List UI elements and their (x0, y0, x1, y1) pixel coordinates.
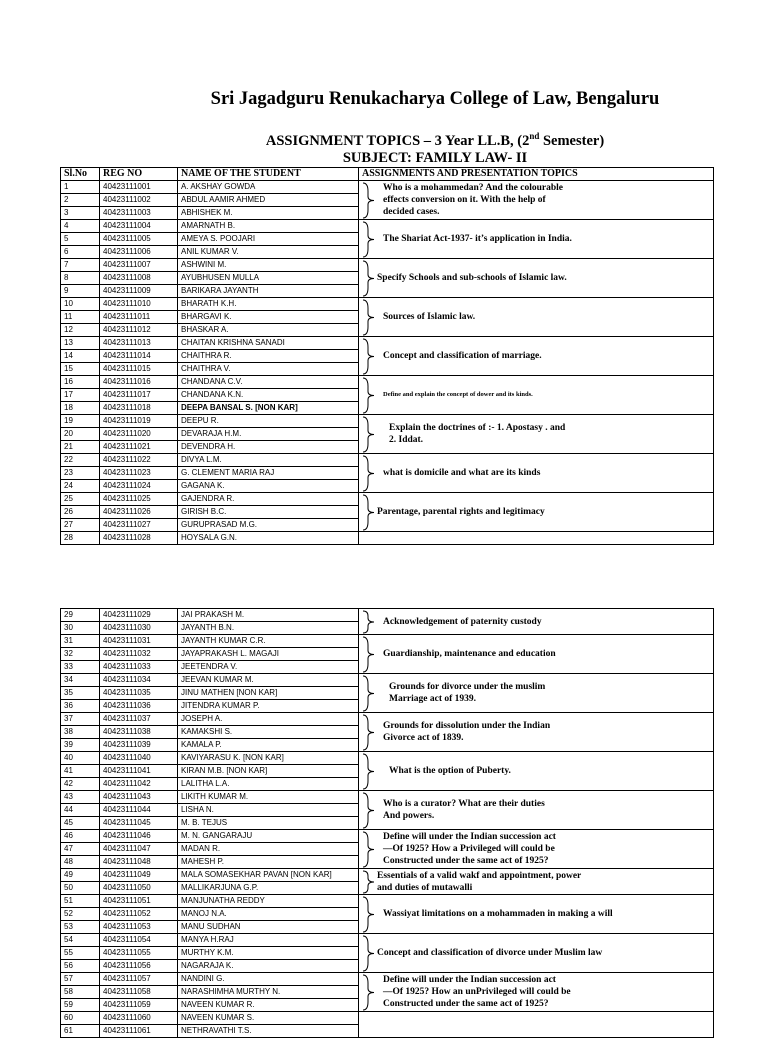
slno-cell: 49 (61, 869, 100, 882)
curly-brace-icon (361, 299, 377, 336)
student-name-cell: DEEPU R. (178, 415, 359, 428)
regno-cell: 40423111038 (100, 726, 178, 739)
regno-cell: 40423111061 (100, 1025, 178, 1038)
student-name-cell: JITENDRA KUMAR P. (178, 700, 359, 713)
slno-cell: 31 (61, 635, 100, 648)
student-name-cell: ABDUL AAMIR AHMED (178, 194, 359, 207)
table-header-row (61, 168, 714, 181)
regno-cell: 40423111010 (100, 298, 178, 311)
slno-cell: 2 (61, 194, 100, 207)
regno-cell: 40423111034 (100, 674, 178, 687)
topic-cell (359, 869, 714, 895)
curly-brace-icon (361, 792, 377, 829)
regno-cell: 40423111015 (100, 363, 178, 376)
regno-cell: 40423111048 (100, 856, 178, 869)
table-row (61, 298, 714, 311)
table-row (61, 337, 714, 350)
table-row (61, 1012, 714, 1025)
slno-cell: 58 (61, 986, 100, 999)
student-name-cell: NAVEEN KUMAR R. (178, 999, 359, 1012)
curly-brace-icon (361, 494, 377, 531)
slno-cell: 38 (61, 726, 100, 739)
curly-brace-icon (361, 870, 377, 894)
topic-text: Grounds for divorce under the muslim Marriage act of 1939. (389, 682, 546, 704)
slno-cell: 27 (61, 519, 100, 532)
regno-cell: 40423111059 (100, 999, 178, 1012)
student-name-cell: KAMALA P. (178, 739, 359, 752)
student-name-cell: LISHA N. (178, 804, 359, 817)
regno-cell: 40423111011 (100, 311, 178, 324)
slno-cell: 36 (61, 700, 100, 713)
student-name-cell: JEETENDRA V. (178, 661, 359, 674)
topic-cell (359, 752, 714, 791)
topic-text: Specify Schools and sub-schools of Islamic law. (377, 273, 567, 283)
slno-cell: 48 (61, 856, 100, 869)
student-name-cell: ANIL KUMAR V. (178, 246, 359, 259)
slno-cell: 35 (61, 687, 100, 700)
topic-text (383, 1012, 711, 1037)
regno-cell: 40423111057 (100, 973, 178, 986)
topic-text: Sources of Islamic law. (383, 312, 476, 322)
slno-cell: 59 (61, 999, 100, 1012)
slno-cell: 44 (61, 804, 100, 817)
regno-cell: 40423111041 (100, 765, 178, 778)
regno-cell: 40423111042 (100, 778, 178, 791)
student-name-cell: MADAN R. (178, 843, 359, 856)
student-name-cell: NARASHIMHA MURTHY N. (178, 986, 359, 999)
student-name-cell: GIRISH B.C. (178, 506, 359, 519)
table-row (61, 181, 714, 194)
student-name-cell: KAVIYARASU K. [NON KAR] (178, 752, 359, 765)
regno-cell: 40423111058 (100, 986, 178, 999)
topic-text: Parentage, parental rights and legitimacy (377, 507, 545, 517)
regno-cell: 40423111027 (100, 519, 178, 532)
slno-cell: 1 (61, 181, 100, 194)
table-row (61, 532, 714, 545)
topic-cell (359, 635, 714, 674)
student-table-2 (60, 608, 714, 1038)
student-name-cell: CHAITHRA R. (178, 350, 359, 363)
student-name-cell: MAHESH P. (178, 856, 359, 869)
col-header-slno: Sl.No (61, 168, 100, 181)
topic-text: Concept and classification of marriage. (383, 351, 542, 361)
topic-text: The Shariat Act-1937- it’s application in India. (383, 234, 572, 244)
slno-cell: 7 (61, 259, 100, 272)
topic-text: Who is a mohammedan? And the colourable effects conversion on it. With the help of decided cases. (383, 183, 563, 217)
student-name-cell: CHAITHRA V. (178, 363, 359, 376)
regno-cell: 40423111004 (100, 220, 178, 233)
student-name-cell: AMARNATH B. (178, 220, 359, 233)
curly-brace-icon (361, 831, 377, 868)
student-name-cell: KIRAN M.B. [NON KAR] (178, 765, 359, 778)
slno-cell: 57 (61, 973, 100, 986)
regno-cell: 40423111022 (100, 454, 178, 467)
table-row (61, 220, 714, 233)
regno-cell: 40423111056 (100, 960, 178, 973)
regno-cell: 40423111043 (100, 791, 178, 804)
topic-text: Essentials of a valid wakf and appointment, power and duties of mutawalli (377, 870, 582, 893)
student-name-cell: JEEVAN KUMAR M. (178, 674, 359, 687)
slno-cell: 20 (61, 428, 100, 441)
topic-cell (359, 934, 714, 973)
topic-cell (359, 259, 714, 298)
curly-brace-icon (361, 182, 377, 219)
student-name-cell: M. N. GANGARAJU (178, 830, 359, 843)
topic-cell (359, 454, 714, 493)
topic-cell (359, 791, 714, 830)
student-name-cell: M. B. TEJUS (178, 817, 359, 830)
student-table-1 (60, 167, 714, 545)
topic-text: Concept and classification of divorce under Muslim law (377, 948, 603, 958)
slno-cell: 52 (61, 908, 100, 921)
topic-cell (359, 609, 714, 635)
slno-cell: 13 (61, 337, 100, 350)
slno-cell: 19 (61, 415, 100, 428)
curly-brace-icon (361, 935, 377, 972)
slno-cell: 61 (61, 1025, 100, 1038)
slno-cell: 17 (61, 389, 100, 402)
curly-brace-icon (361, 221, 377, 258)
student-name-cell: MURTHY K.M. (178, 947, 359, 960)
student-name-cell: LALITHA L.A. (178, 778, 359, 791)
student-name-cell: MALA SOMASEKHAR PAVAN [NON KAR] (178, 869, 359, 882)
topic-text: Explain the doctrines of :- 1. Apostasy . and 2. Iddat. (389, 423, 566, 445)
student-name-cell: JINU MATHEN [NON KAR] (178, 687, 359, 700)
college-name: Sri Jagadguru Renukacharya College of Law, Bengaluru (210, 89, 660, 109)
regno-cell: 40423111023 (100, 467, 178, 480)
student-name-cell: G. CLEMENT MARIA RAJ (178, 467, 359, 480)
slno-cell: 47 (61, 843, 100, 856)
slno-cell: 26 (61, 506, 100, 519)
curly-brace-icon (361, 675, 377, 712)
slno-cell: 34 (61, 674, 100, 687)
student-name-cell: KAMAKSHI S. (178, 726, 359, 739)
regno-cell: 40423111013 (100, 337, 178, 350)
student-name-cell: DIVYA L.M. (178, 454, 359, 467)
slno-cell: 45 (61, 817, 100, 830)
slno-cell: 9 (61, 285, 100, 298)
regno-cell: 40423111051 (100, 895, 178, 908)
regno-cell: 40423111054 (100, 934, 178, 947)
table-row (61, 674, 714, 687)
regno-cell: 40423111032 (100, 648, 178, 661)
student-name-cell: CHANDANA C.V. (178, 376, 359, 389)
topic-cell (359, 1012, 714, 1038)
regno-cell: 40423111031 (100, 635, 178, 648)
slno-cell: 50 (61, 882, 100, 895)
slno-cell: 56 (61, 960, 100, 973)
topic-cell (359, 415, 714, 454)
regno-cell: 40423111046 (100, 830, 178, 843)
regno-cell: 40423111002 (100, 194, 178, 207)
student-name-cell: GURUPRASAD M.G. (178, 519, 359, 532)
student-name-cell: NAVEEN KUMAR S. (178, 1012, 359, 1025)
table-row (61, 493, 714, 506)
student-name-cell: MANYA H.RAJ (178, 934, 359, 947)
student-name-cell: CHAITAN KRISHNA SANADI (178, 337, 359, 350)
topic-cell (359, 298, 714, 337)
regno-cell: 40423111036 (100, 700, 178, 713)
student-name-cell: A. AKSHAY GOWDA (178, 181, 359, 194)
student-name-cell: CHANDANA K.N. (178, 389, 359, 402)
regno-cell: 40423111009 (100, 285, 178, 298)
slno-cell: 4 (61, 220, 100, 233)
topic-cell (359, 337, 714, 376)
student-name-cell: AMEYA S. POOJARI (178, 233, 359, 246)
table-row (61, 635, 714, 648)
student-name-cell: LIKITH KUMAR M. (178, 791, 359, 804)
student-name-cell: DEEPA BANSAL S. [NON KAR] (178, 402, 359, 415)
student-name-cell: BARIKARA JAYANTH (178, 285, 359, 298)
slno-cell: 30 (61, 622, 100, 635)
table-row (61, 609, 714, 622)
curly-brace-icon (361, 896, 377, 933)
table-row (61, 869, 714, 882)
regno-cell: 40423111053 (100, 921, 178, 934)
table-row (61, 752, 714, 765)
regno-cell: 40423111039 (100, 739, 178, 752)
col-header-regno: REG NO (100, 168, 178, 181)
topic-cell (359, 713, 714, 752)
regno-cell: 40423111030 (100, 622, 178, 635)
regno-cell: 40423111008 (100, 272, 178, 285)
slno-cell: 33 (61, 661, 100, 674)
regno-cell: 40423111049 (100, 869, 178, 882)
student-name-cell: BHARATH K.H. (178, 298, 359, 311)
slno-cell: 6 (61, 246, 100, 259)
regno-cell: 40423111055 (100, 947, 178, 960)
table-row (61, 454, 714, 467)
assignment-heading-sup: nd (529, 131, 540, 141)
regno-cell: 40423111035 (100, 687, 178, 700)
slno-cell: 18 (61, 402, 100, 415)
curly-brace-icon (361, 377, 377, 414)
topic-text: Guardianship, maintenance and education (383, 649, 556, 659)
student-name-cell: GAGANA K. (178, 480, 359, 493)
slno-cell: 8 (61, 272, 100, 285)
slno-cell: 14 (61, 350, 100, 363)
regno-cell: 40423111033 (100, 661, 178, 674)
regno-cell: 40423111025 (100, 493, 178, 506)
slno-cell: 3 (61, 207, 100, 220)
student-name-cell: MALLIKARJUNA G.P. (178, 882, 359, 895)
curly-brace-icon (361, 714, 377, 751)
slno-cell: 22 (61, 454, 100, 467)
regno-cell: 40423111045 (100, 817, 178, 830)
topic-text: Define will under the Indian succession act —Of 1925? How a Privileged will could be Constructed under the same act of 1925? (383, 832, 556, 866)
student-name-cell: NAGARAJA K. (178, 960, 359, 973)
table-row (61, 973, 714, 986)
student-name-cell: JAI PRAKASH M. (178, 609, 359, 622)
regno-cell: 40423111024 (100, 480, 178, 493)
regno-cell: 40423111005 (100, 233, 178, 246)
table-row (61, 791, 714, 804)
student-name-cell: DEVENDRA H. (178, 441, 359, 454)
regno-cell: 40423111060 (100, 1012, 178, 1025)
topic-cell (359, 220, 714, 259)
regno-cell: 40423111050 (100, 882, 178, 895)
topic-text: What is the option of Puberty. (389, 766, 511, 776)
topic-text: Define will under the Indian succession act —Of 1925? How an unPrivileged will could be Constructed under the same act of 1925? (383, 975, 571, 1009)
regno-cell: 40423111040 (100, 752, 178, 765)
topic-text: Acknowledgement of paternity custody (383, 616, 542, 627)
regno-cell: 40423111028 (100, 532, 178, 545)
topic-text: Wassiyat limitations on a mohammaden in making a will (383, 909, 613, 919)
slno-cell: 37 (61, 713, 100, 726)
regno-cell: 40423111007 (100, 259, 178, 272)
assignment-heading-suffix: Semester) (539, 132, 605, 149)
regno-cell: 40423111044 (100, 804, 178, 817)
curly-brace-icon (361, 610, 377, 634)
regno-cell: 40423111037 (100, 713, 178, 726)
regno-cell: 40423111012 (100, 324, 178, 337)
topic-cell (359, 493, 714, 532)
student-name-cell: MANJUNATHA REDDY (178, 895, 359, 908)
assignment-heading (0, 131, 768, 150)
topic-cell (359, 674, 714, 713)
regno-cell: 40423111018 (100, 402, 178, 415)
slno-cell: 46 (61, 830, 100, 843)
curly-brace-icon (361, 974, 377, 1011)
topic-text: Who is a curator? What are their duties And powers. (383, 799, 545, 821)
topic-text: Grounds for dissolution under the Indian Givorce act of 1839. (383, 721, 551, 743)
student-name-cell: ABHISHEK M. (178, 207, 359, 220)
table-row (61, 895, 714, 908)
table-row (61, 415, 714, 428)
col-header-name: NAME OF THE STUDENT (178, 168, 359, 181)
topic-text: what is domicile and what are its kinds (383, 468, 541, 478)
student-name-cell: JOSEPH A. (178, 713, 359, 726)
slno-cell: 10 (61, 298, 100, 311)
student-name-cell: HOYSALA G.N. (178, 532, 359, 545)
col-header-topics: ASSIGNMENTS AND PRESENTATION TOPICS (359, 168, 714, 181)
regno-cell: 40423111016 (100, 376, 178, 389)
regno-cell: 40423111017 (100, 389, 178, 402)
regno-cell: 40423111001 (100, 181, 178, 194)
student-name-cell: MANOJ N.A. (178, 908, 359, 921)
topic-cell (359, 973, 714, 1012)
regno-cell: 40423111029 (100, 609, 178, 622)
slno-cell: 54 (61, 934, 100, 947)
table-row (61, 713, 714, 726)
topic-text: Define and explain the concept of dower and its kinds. (383, 391, 533, 398)
slno-cell: 23 (61, 467, 100, 480)
regno-cell: 40423111006 (100, 246, 178, 259)
student-name-cell: MANU SUDHAN (178, 921, 359, 934)
student-name-cell: NETHRAVATHI T.S. (178, 1025, 359, 1038)
slno-cell: 28 (61, 532, 100, 545)
table-row (61, 830, 714, 843)
student-name-cell: JAYAPRAKASH L. MAGAJI (178, 648, 359, 661)
slno-cell: 29 (61, 609, 100, 622)
regno-cell: 40423111003 (100, 207, 178, 220)
slno-cell: 40 (61, 752, 100, 765)
student-name-cell: ASHWINI M. (178, 259, 359, 272)
slno-cell: 60 (61, 1012, 100, 1025)
topic-cell (359, 830, 714, 869)
curly-brace-icon (361, 636, 377, 673)
curly-brace-icon (361, 260, 377, 297)
student-name-cell: AYUBHUSEN MULLA (178, 272, 359, 285)
topic-cell (359, 532, 714, 545)
regno-cell: 40423111026 (100, 506, 178, 519)
student-name-cell: JAYANTH KUMAR C.R. (178, 635, 359, 648)
regno-cell: 40423111020 (100, 428, 178, 441)
topic-cell (359, 181, 714, 220)
student-name-cell: BHASKAR A. (178, 324, 359, 337)
slno-cell: 42 (61, 778, 100, 791)
table-row (61, 259, 714, 272)
topic-cell (359, 376, 714, 415)
student-name-cell: NANDINI G. (178, 973, 359, 986)
slno-cell: 12 (61, 324, 100, 337)
slno-cell: 39 (61, 739, 100, 752)
regno-cell: 40423111047 (100, 843, 178, 856)
slno-cell: 11 (61, 311, 100, 324)
curly-brace-icon (361, 753, 377, 790)
table-row (61, 934, 714, 947)
slno-cell: 41 (61, 765, 100, 778)
curly-brace-icon (361, 455, 377, 492)
curly-brace-icon (361, 338, 377, 375)
regno-cell: 40423111052 (100, 908, 178, 921)
topic-cell (359, 895, 714, 934)
regno-cell: 40423111021 (100, 441, 178, 454)
regno-cell: 40423111019 (100, 415, 178, 428)
regno-cell: 40423111014 (100, 350, 178, 363)
slno-cell: 55 (61, 947, 100, 960)
slno-cell: 16 (61, 376, 100, 389)
topic-text (383, 532, 711, 544)
slno-cell: 5 (61, 233, 100, 246)
student-name-cell: DEVARAJA H.M. (178, 428, 359, 441)
student-name-cell: JAYANTH B.N. (178, 622, 359, 635)
student-name-cell: BHARGAVI K. (178, 311, 359, 324)
subject-heading: SUBJECT: FAMILY LAW- II (342, 150, 528, 166)
slno-cell: 43 (61, 791, 100, 804)
curly-brace-icon (361, 416, 377, 453)
slno-cell: 51 (61, 895, 100, 908)
slno-cell: 32 (61, 648, 100, 661)
slno-cell: 25 (61, 493, 100, 506)
table-row (61, 376, 714, 389)
student-name-cell: GAJENDRA R. (178, 493, 359, 506)
slno-cell: 21 (61, 441, 100, 454)
slno-cell: 15 (61, 363, 100, 376)
assignment-heading-prefix: ASSIGNMENT TOPICS – 3 Year LL.B, (2 (265, 132, 530, 149)
slno-cell: 53 (61, 921, 100, 934)
slno-cell: 24 (61, 480, 100, 493)
